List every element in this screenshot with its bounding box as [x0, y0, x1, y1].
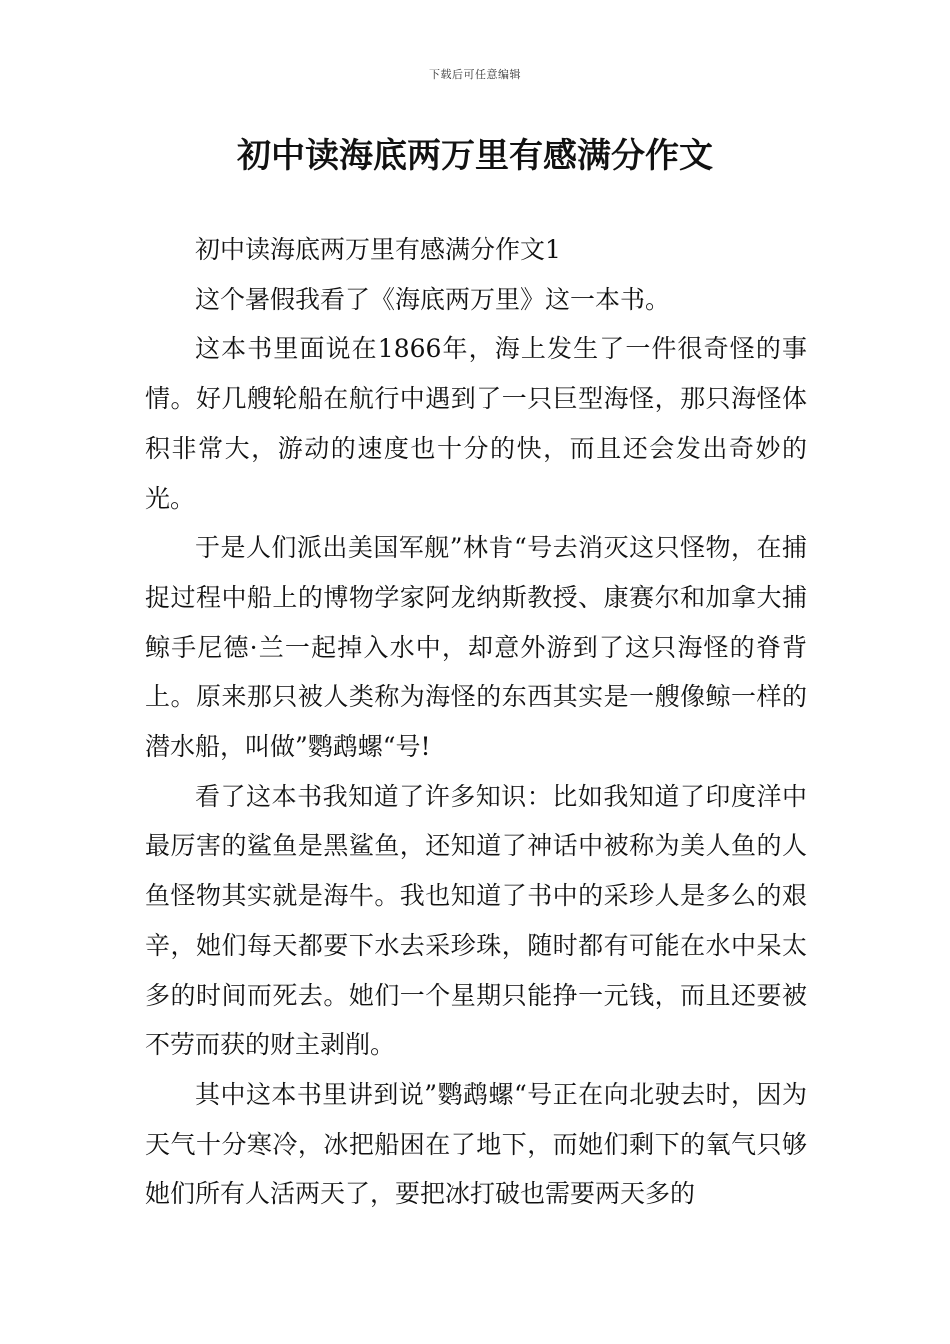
document-title: 初中读海底两万里有感满分作文: [237, 136, 713, 176]
paragraph-4: 看了这本书我知道了许多知识：比如我知道了印度洋中最厉害的鲨鱼是黑鲨鱼，还知道了神话中被称为美人鱼的人鱼怪物其实就是海牛。我也知道了书中的采珍人是多么的艰辛，她们每天都要下水去采珍珠，随时都有可能在水中呆太多的时间而死去。她们一个星期只能挣一元钱，而且还要被不劳而获的财主剥削。: [145, 781, 807, 1060]
paragraph-subtitle: 初中读海底两万里有感满分作文1: [195, 235, 561, 264]
paragraph-2: 这本书里面说在1866年，海上发生了一件很奇怪的事情。好几艘轮船在航行中遇到了一只巨型海怪，那只海怪体积非常大，游动的速度也十分的快，而且还会发出奇妙的光。: [145, 334, 807, 513]
header-note: 下载后可任意编辑: [429, 68, 521, 81]
paragraph-1: 这个暑假我看了《海底两万里》这一本书。: [195, 284, 671, 314]
paragraph-5: 其中这本书里讲到说”鹦鹉螺“号正在向北驶去时，因为天气十分寒冷，冰把船困在了地下，而她们剩下的氧气只够她们所有人活两天了，要把冰打破也需要两天多的: [145, 1079, 807, 1209]
document-body: [145, 225, 807, 1219]
paragraph-3: 于是人们派出美国军舰”林肯“号去消灭这只怪物，在捕捉过程中船上的博物学家阿龙纳斯教授、康赛尔和加拿大捕鲸手尼德·兰一起掉入水中，却意外游到了这只海怪的脊背上。原来那只被人类称为海怪的东西其实是一艘像鲸一样的潜水船，叫做”鹦鹉螺“号!: [145, 533, 807, 762]
